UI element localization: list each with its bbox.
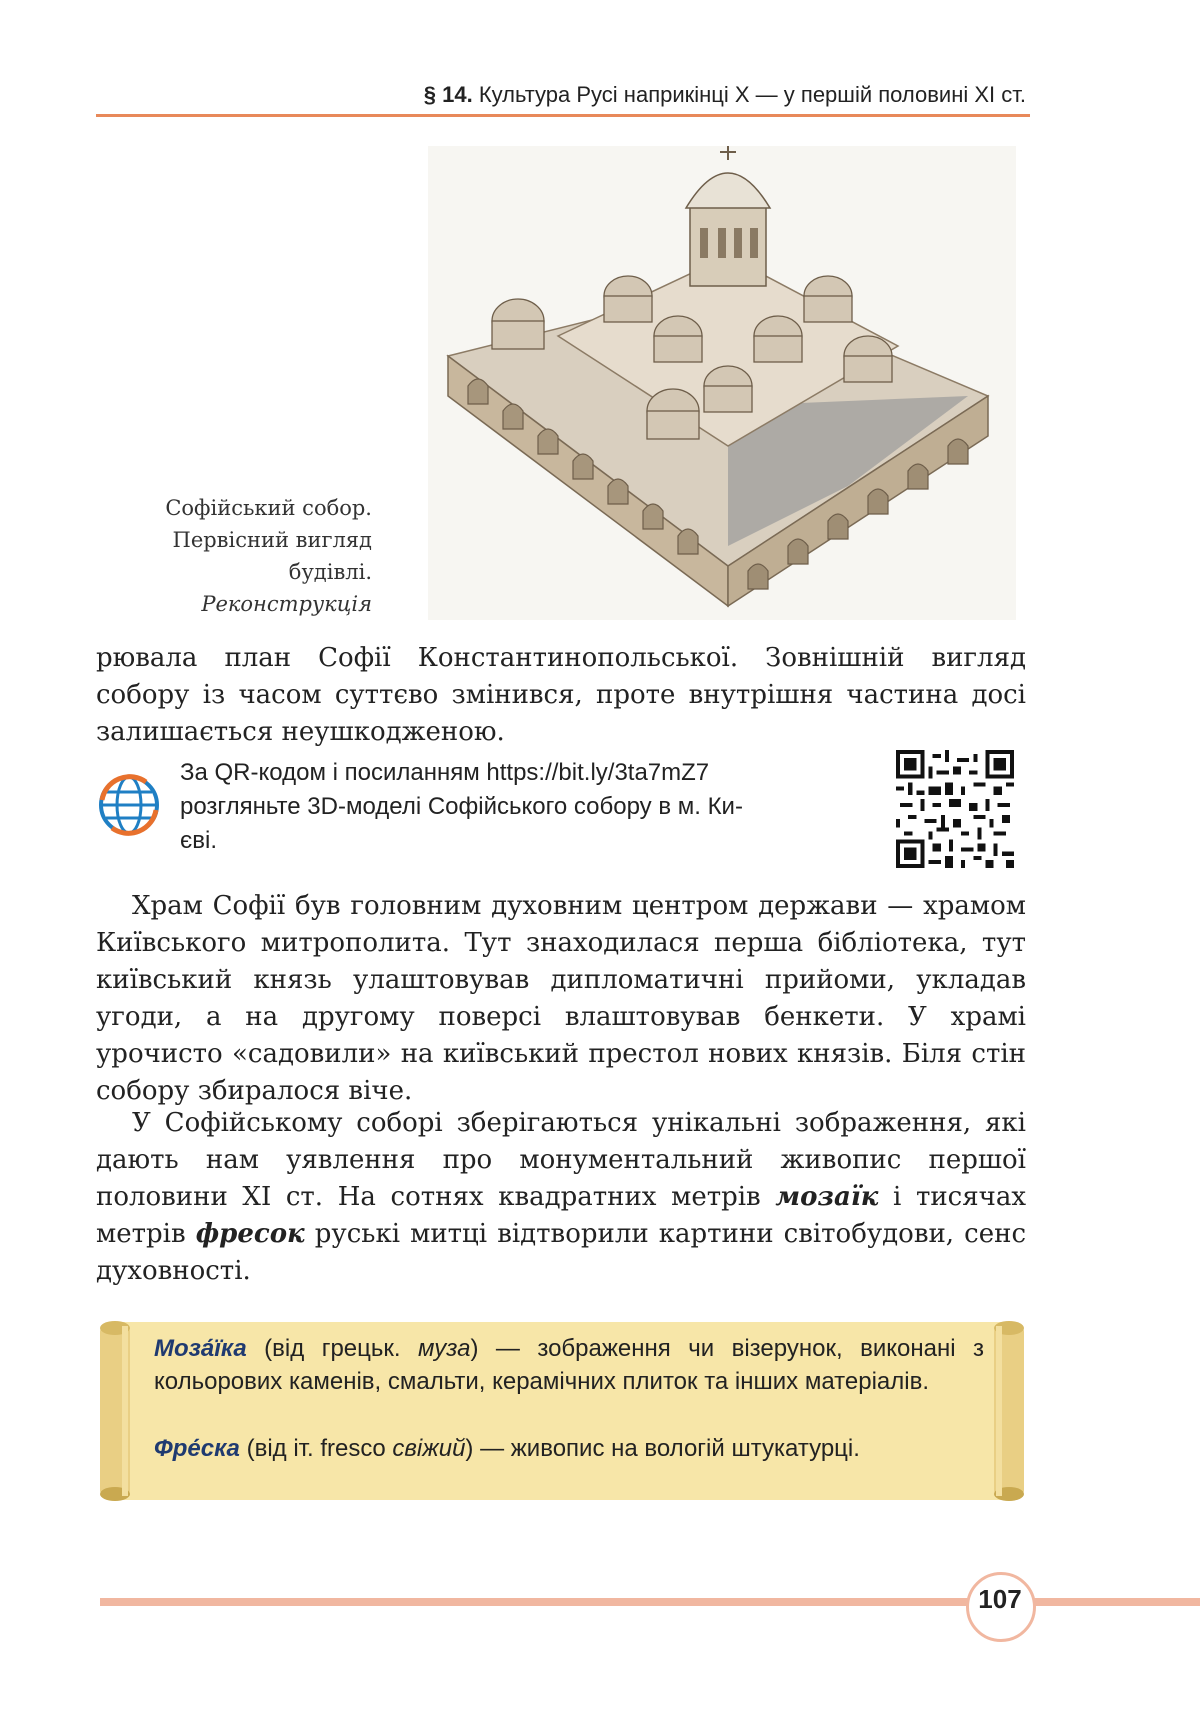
qr-note-line: розгляньте 3D-моделі Софійського собору в м. Ки- [180,793,743,820]
definition-fresco [154,1432,984,1465]
caption-line-italic: Реконструкція [201,592,372,616]
header-rule [96,114,1030,117]
definition-text: ) — живопис на вологій штукатурці. [465,1435,860,1462]
paragraph-3-part2: і тисячах метрів [96,1182,1026,1249]
scroll-roll-right [988,1318,1028,1504]
paragraph-3-part3: руські митці відтворили картини світобудови, сенс духовності. [96,1219,1027,1286]
paragraph-1: рювала план Софії Константинопольської. Зовнішній вигляд собору із часом суттєво змінився, проте внутрішня частина досі залишається неушкодженою. [96,643,1026,747]
definition-mosaic [154,1332,984,1398]
glossary-scroll [96,1318,1028,1504]
caption-line: Софійський собор. [165,496,372,520]
caption-line: Первісний вигляд [172,528,372,552]
qr-code[interactable] [896,750,1014,868]
term-fresco: фресок [195,1219,305,1249]
figure-caption [112,492,372,620]
glossary-term-fresco: Фре́ска [154,1435,240,1462]
paragraph-3-part1: У Софійському соборі зберігаються унікальні зображення, які дають нам уявлення про монументальний живопис першої половини XI ст. На сотнях квадратних метрів [96,1108,1026,1212]
qr-note-line: єві. [180,827,217,854]
origin-word: свіжий [392,1435,466,1462]
paragraph-2-text: Храм Софії був головним духовним центром держави — храмом Київського митрополита. Тут знаходилася перша бібліотека, тут київський князь улаштовував дипломатичні прийоми, укладав угоди, а на другому поверсі влаштовував бенкети. У храмі урочисто «садовили» на київський престол нових князів. Біля стін собору збиралося віче. [96,891,1026,1106]
page-number: 107 [978,1584,1022,1614]
qr-note [96,750,1026,880]
definition-text: (від іт. fresco [239,1435,393,1462]
running-header [96,82,1026,108]
scroll-roll-left [96,1318,136,1504]
section-title: Культура Русі наприкінці X — у першій половині XI ст. [478,82,1026,107]
paragraph-2 [96,888,1026,1110]
qr-note-line: За QR-кодом і посиланням https://bit.ly/3ta7mZ7 [180,759,710,786]
qr-note-text [180,756,960,858]
caption-line: будівлі. [288,560,372,584]
paragraph-3 [96,1105,1026,1290]
definition-text: ) — зображення чи візерунок, виконані з кольорових каменів, смальти, керамічних плиток та інших матеріалів. [154,1335,984,1395]
term-mosaic: мозаїк [775,1182,879,1212]
glossary-term-mosaic: Моза́їка [154,1335,247,1362]
definition-text: (від грецьк. [246,1335,419,1362]
origin-word: муза [418,1335,471,1362]
section-number: § 14. [423,82,473,107]
cathedral-illustration [428,146,1016,620]
globe-link-icon [96,772,162,838]
